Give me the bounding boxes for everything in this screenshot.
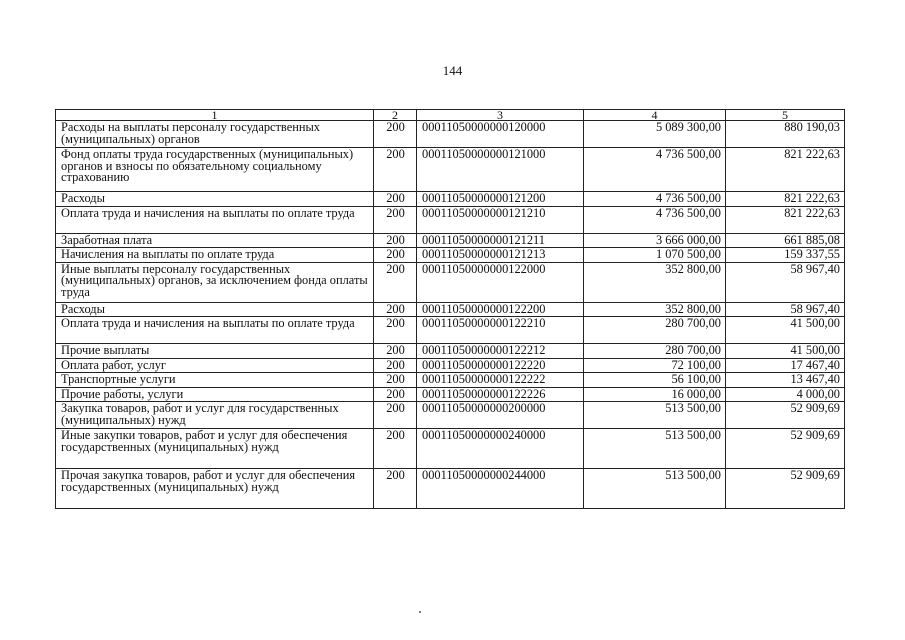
approved-amount-cell: 513 500,00 bbox=[584, 469, 726, 509]
table-row bbox=[56, 192, 845, 207]
approved-amount-cell: 56 100,00 bbox=[584, 373, 726, 388]
expense-name-cell: Закупка товаров, работ и услуг для государственных (муниципальных) нужд bbox=[56, 402, 374, 429]
approved-amount-cell: 280 700,00 bbox=[584, 344, 726, 359]
line-code-cell: 200 bbox=[374, 233, 417, 248]
line-code-cell: 200 bbox=[374, 121, 417, 148]
executed-amount-cell: 58 967,40 bbox=[726, 262, 845, 302]
approved-amount-cell: 352 800,00 bbox=[584, 262, 726, 302]
executed-amount-cell: 821 222,63 bbox=[726, 192, 845, 207]
line-code-cell: 200 bbox=[374, 402, 417, 429]
line-code-cell: 200 bbox=[374, 262, 417, 302]
approved-amount-cell: 1 070 500,00 bbox=[584, 248, 726, 263]
column-header-4: 4 bbox=[584, 110, 726, 121]
approved-amount-cell: 16 000,00 bbox=[584, 387, 726, 402]
budget-classification-code-cell: 00011050000000240000 bbox=[417, 429, 584, 469]
budget-classification-code-cell: 00011050000000244000 bbox=[417, 469, 584, 509]
expense-name-cell: Оплата работ, услуг bbox=[56, 358, 374, 373]
executed-amount-cell: 17 467,40 bbox=[726, 358, 845, 373]
approved-amount-cell: 5 089 300,00 bbox=[584, 121, 726, 148]
executed-amount-cell: 41 500,00 bbox=[726, 317, 845, 344]
column-header-1: 1 bbox=[56, 110, 374, 121]
expense-name-cell: Прочие работы, услуги bbox=[56, 387, 374, 402]
expense-name-cell: Оплата труда и начисления на выплаты по оплате труда bbox=[56, 317, 374, 344]
expense-name-cell: Прочие выплаты bbox=[56, 344, 374, 359]
executed-amount-cell: 41 500,00 bbox=[726, 344, 845, 359]
executed-amount-cell: 52 909,69 bbox=[726, 429, 845, 469]
budget-classification-code-cell: 00011050000000122220 bbox=[417, 358, 584, 373]
expense-name-cell: Расходы bbox=[56, 302, 374, 317]
budget-classification-code-cell: 00011050000000122200 bbox=[417, 302, 584, 317]
budget-classification-code-cell: 00011050000000120000 bbox=[417, 121, 584, 148]
budget-classification-code-cell: 00011050000000122000 bbox=[417, 262, 584, 302]
approved-amount-cell: 4 736 500,00 bbox=[584, 148, 726, 192]
line-code-cell: 200 bbox=[374, 248, 417, 263]
table-row bbox=[56, 121, 845, 148]
table-row bbox=[56, 387, 845, 402]
expense-name-cell: Расходы bbox=[56, 192, 374, 207]
approved-amount-cell: 4 736 500,00 bbox=[584, 192, 726, 207]
line-code-cell: 200 bbox=[374, 317, 417, 344]
budget-classification-code-cell: 00011050000000122226 bbox=[417, 387, 584, 402]
table-row bbox=[56, 344, 845, 359]
table-row bbox=[56, 469, 845, 509]
table-row bbox=[56, 402, 845, 429]
executed-amount-cell: 880 190,03 bbox=[726, 121, 845, 148]
executed-amount-cell: 821 222,63 bbox=[726, 206, 845, 233]
budget-classification-code-cell: 00011050000000121213 bbox=[417, 248, 584, 263]
approved-amount-cell: 352 800,00 bbox=[584, 302, 726, 317]
line-code-cell: 200 bbox=[374, 429, 417, 469]
scan-speck bbox=[419, 611, 421, 613]
approved-amount-cell: 513 500,00 bbox=[584, 429, 726, 469]
budget-classification-code-cell: 00011050000000121200 bbox=[417, 192, 584, 207]
executed-amount-cell: 52 909,69 bbox=[726, 469, 845, 509]
table-row bbox=[56, 373, 845, 388]
expense-name-cell: Расходы на выплаты персоналу государственных (муниципальных) органов bbox=[56, 121, 374, 148]
budget-classification-code-cell: 00011050000000121000 bbox=[417, 148, 584, 192]
line-code-cell: 200 bbox=[374, 358, 417, 373]
approved-amount-cell: 72 100,00 bbox=[584, 358, 726, 373]
approved-amount-cell: 4 736 500,00 bbox=[584, 206, 726, 233]
line-code-cell: 200 bbox=[374, 344, 417, 359]
executed-amount-cell: 4 000,00 bbox=[726, 387, 845, 402]
budget-classification-code-cell: 00011050000000122212 bbox=[417, 344, 584, 359]
budget-classification-code-cell: 00011050000000121211 bbox=[417, 233, 584, 248]
table-row bbox=[56, 302, 845, 317]
table-row bbox=[56, 248, 845, 263]
executed-amount-cell: 58 967,40 bbox=[726, 302, 845, 317]
table-row bbox=[56, 148, 845, 192]
expense-name-cell: Оплата труда и начисления на выплаты по оплате труда bbox=[56, 206, 374, 233]
expense-name-cell: Прочая закупка товаров, работ и услуг для обеспечения государственных (муниципальных) нужд bbox=[56, 469, 374, 509]
expense-name-cell: Фонд оплаты труда государственных (муниципальных) органов и взносы по обязательному социальному страхованию bbox=[56, 148, 374, 192]
executed-amount-cell: 13 467,40 bbox=[726, 373, 845, 388]
line-code-cell: 200 bbox=[374, 302, 417, 317]
column-header-3: 3 bbox=[417, 110, 584, 121]
executed-amount-cell: 661 885,08 bbox=[726, 233, 845, 248]
executed-amount-cell: 52 909,69 bbox=[726, 402, 845, 429]
line-code-cell: 200 bbox=[374, 206, 417, 233]
column-number-header-row bbox=[56, 110, 845, 121]
table-row bbox=[56, 429, 845, 469]
budget-classification-code-cell: 00011050000000122210 bbox=[417, 317, 584, 344]
budget-execution-table bbox=[55, 109, 845, 509]
line-code-cell: 200 bbox=[374, 148, 417, 192]
table-row bbox=[56, 233, 845, 248]
approved-amount-cell: 280 700,00 bbox=[584, 317, 726, 344]
line-code-cell: 200 bbox=[374, 469, 417, 509]
table-row bbox=[56, 358, 845, 373]
budget-classification-code-cell: 00011050000000122222 bbox=[417, 373, 584, 388]
table-row bbox=[56, 317, 845, 344]
column-header-5: 5 bbox=[726, 110, 845, 121]
budget-classification-code-cell: 00011050000000121210 bbox=[417, 206, 584, 233]
expense-name-cell: Иные закупки товаров, работ и услуг для обеспечения государственных (муниципальных) нужд bbox=[56, 429, 374, 469]
column-header-2: 2 bbox=[374, 110, 417, 121]
budget-classification-code-cell: 00011050000000200000 bbox=[417, 402, 584, 429]
expense-name-cell: Иные выплаты персоналу государственных (муниципальных) органов, за исключением фонда оплаты труда bbox=[56, 262, 374, 302]
expense-name-cell: Заработная плата bbox=[56, 233, 374, 248]
executed-amount-cell: 821 222,63 bbox=[726, 148, 845, 192]
line-code-cell: 200 bbox=[374, 192, 417, 207]
executed-amount-cell: 159 337,55 bbox=[726, 248, 845, 263]
line-code-cell: 200 bbox=[374, 373, 417, 388]
expense-name-cell: Начисления на выплаты по оплате труда bbox=[56, 248, 374, 263]
table-row bbox=[56, 206, 845, 233]
approved-amount-cell: 513 500,00 bbox=[584, 402, 726, 429]
expense-name-cell: Транспортные услуги bbox=[56, 373, 374, 388]
table-body bbox=[56, 121, 845, 509]
approved-amount-cell: 3 666 000,00 bbox=[584, 233, 726, 248]
table-row bbox=[56, 262, 845, 302]
line-code-cell: 200 bbox=[374, 387, 417, 402]
page-number: 144 bbox=[442, 63, 463, 78]
